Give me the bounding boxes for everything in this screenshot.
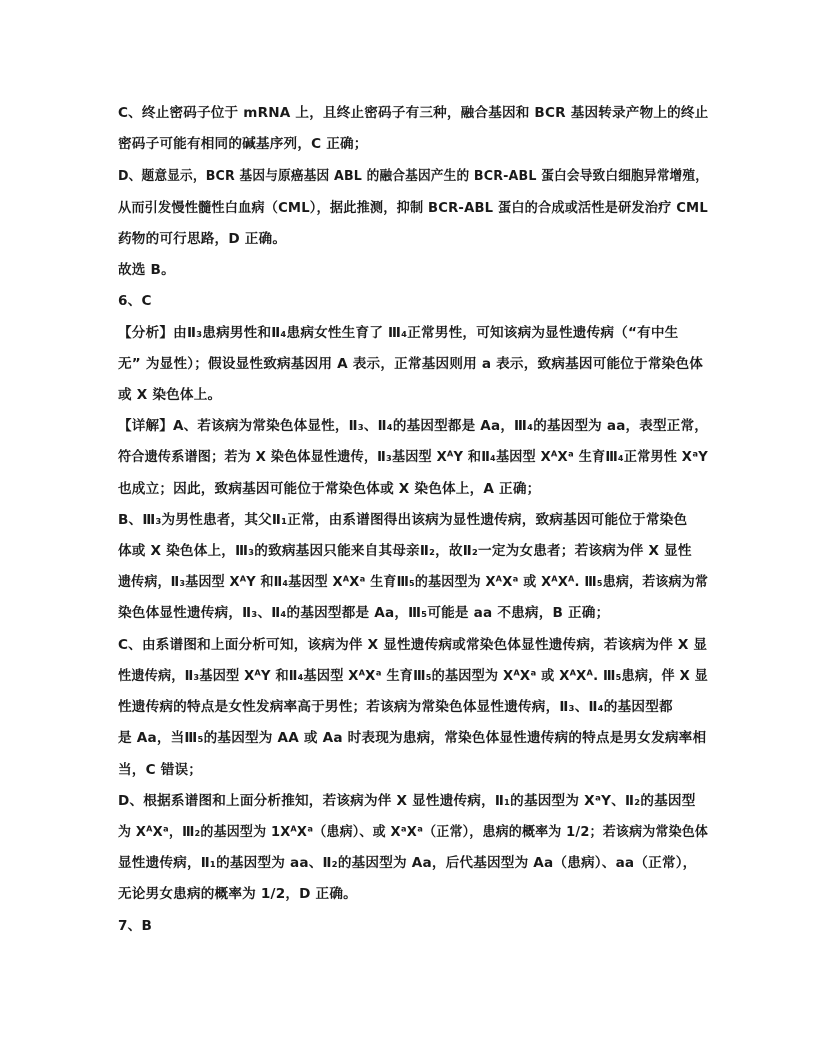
text-line: 从而引发慢性髓性白血病（CML），据此推测，抑制 BCR-ABL 蛋白的合成或活性是研发治疗 CML	[118, 200, 708, 216]
text-line: 显性遗传病，Ⅱ₁的基因型为 aa、Ⅱ₂的基因型为 Aa，后代基因型为 Aa（患病）、aa（正常），	[118, 855, 697, 871]
text-line: 当，C 错误；	[118, 762, 203, 778]
text-line: 密码子可能有相同的碱基序列，C 正确；	[118, 136, 368, 152]
text-line: D、题意显示，BCR 基因与原癌基因 ABL 的融合基因产生的 BCR-ABL 蛋白会导致白细胞异常增殖，	[118, 168, 709, 184]
text-line: 药物的可行思路，D 正确。	[118, 231, 287, 247]
text-line: B、Ⅲ₃为男性患者，其父Ⅱ₁正常，由系谱图得出该病为显性遗传病，致病基因可能位于常染色	[118, 512, 688, 528]
text-line: 【分析】由Ⅱ₃患病男性和Ⅱ₄患病女性生育了 Ⅲ₄正常男性，可知该病为显性遗传病（“有中生	[118, 325, 679, 341]
text-line: 体或 X 染色体上，Ⅲ₃的致病基因只能来自其母亲Ⅱ₂，故Ⅱ₂一定为女患者；若该病为伴 X 显性	[118, 543, 692, 559]
text-line: 无论男女患病的概率为 1/2，D 正确。	[118, 886, 357, 902]
text-line: 符合遗传系谱图；若为 X 染色体显性遗传，Ⅱ₃基因型 XᴬY 和Ⅱ₄基因型 XᴬXᵃ 生育Ⅲ₄正常男性 XᵃY	[118, 449, 708, 465]
text-line: 或 X 染色体上。	[118, 387, 222, 403]
text-line: 【详解】A、若该病为常染色体显性，Ⅱ₃、Ⅱ₄的基因型都是 Aa，Ⅲ₄的基因型为 aa，表型正常，	[118, 418, 709, 434]
text-line: C、终止密码子位于 mRNA 上，且终止密码子有三种，融合基因和 BCR 基因转录产物上的终止	[118, 105, 709, 121]
text-line: 也成立；因此，致病基因可能位于常染色体或 X 染色体上，A 正确；	[118, 481, 541, 497]
question-number: 7、B	[118, 918, 153, 934]
text-line: 无” 为显性）；假设显性致病基因用 A 表示，正常基因则用 a 表示，致病基因可能位于常染色体	[118, 356, 704, 372]
text-line: 是 Aa，当Ⅲ₅的基因型为 AA 或 Aa 时表现为患病，常染色体显性遗传病的特点是男女发病率相	[118, 730, 707, 746]
text-line: 遗传病，Ⅱ₃基因型 XᴬY 和Ⅱ₄基因型 XᴬXᵃ 生育Ⅲ₅的基因型为 XᴬXᵃ 或 XᴬXᴬ. Ⅲ₅患病，若该病为常	[118, 574, 709, 590]
text-line: 性遗传病，Ⅱ₃基因型 XᴬY 和Ⅱ₄基因型 XᴬXᵃ 生育Ⅲ₅的基因型为 XᴬXᵃ 或 XᴬXᴬ. Ⅲ₅患病，伴 X 显	[118, 668, 708, 684]
text-line: 染色体显性遗传病，Ⅱ₃、Ⅱ₄的基因型都是 Aa，Ⅲ₅可能是 aa 不患病，B 正确；	[118, 605, 610, 621]
text-line: C、由系谱图和上面分析可知，该病为伴 X 显性遗传病或常染色体显性遗传病，若该病为伴 X 显	[118, 637, 708, 653]
text-line: 故选 B。	[118, 262, 175, 278]
text-line: D、根据系谱图和上面分析推知，若该病为伴 X 显性遗传病，Ⅱ₁的基因型为 XᵃY、Ⅱ₂的基因型	[118, 793, 696, 809]
text-line: 性遗传病的特点是女性发病率高于男性；若该病为常染色体显性遗传病，Ⅱ₃、Ⅱ₄的基因型都	[118, 699, 673, 715]
text-line: 为 XᴬXᵃ，Ⅲ₂的基因型为 1XᴬXᵃ（患病）、或 XᵃXᵃ（正常），患病的概率为 1/2；若该病为常染色体	[118, 824, 709, 840]
question-number: 6、C	[118, 293, 152, 309]
